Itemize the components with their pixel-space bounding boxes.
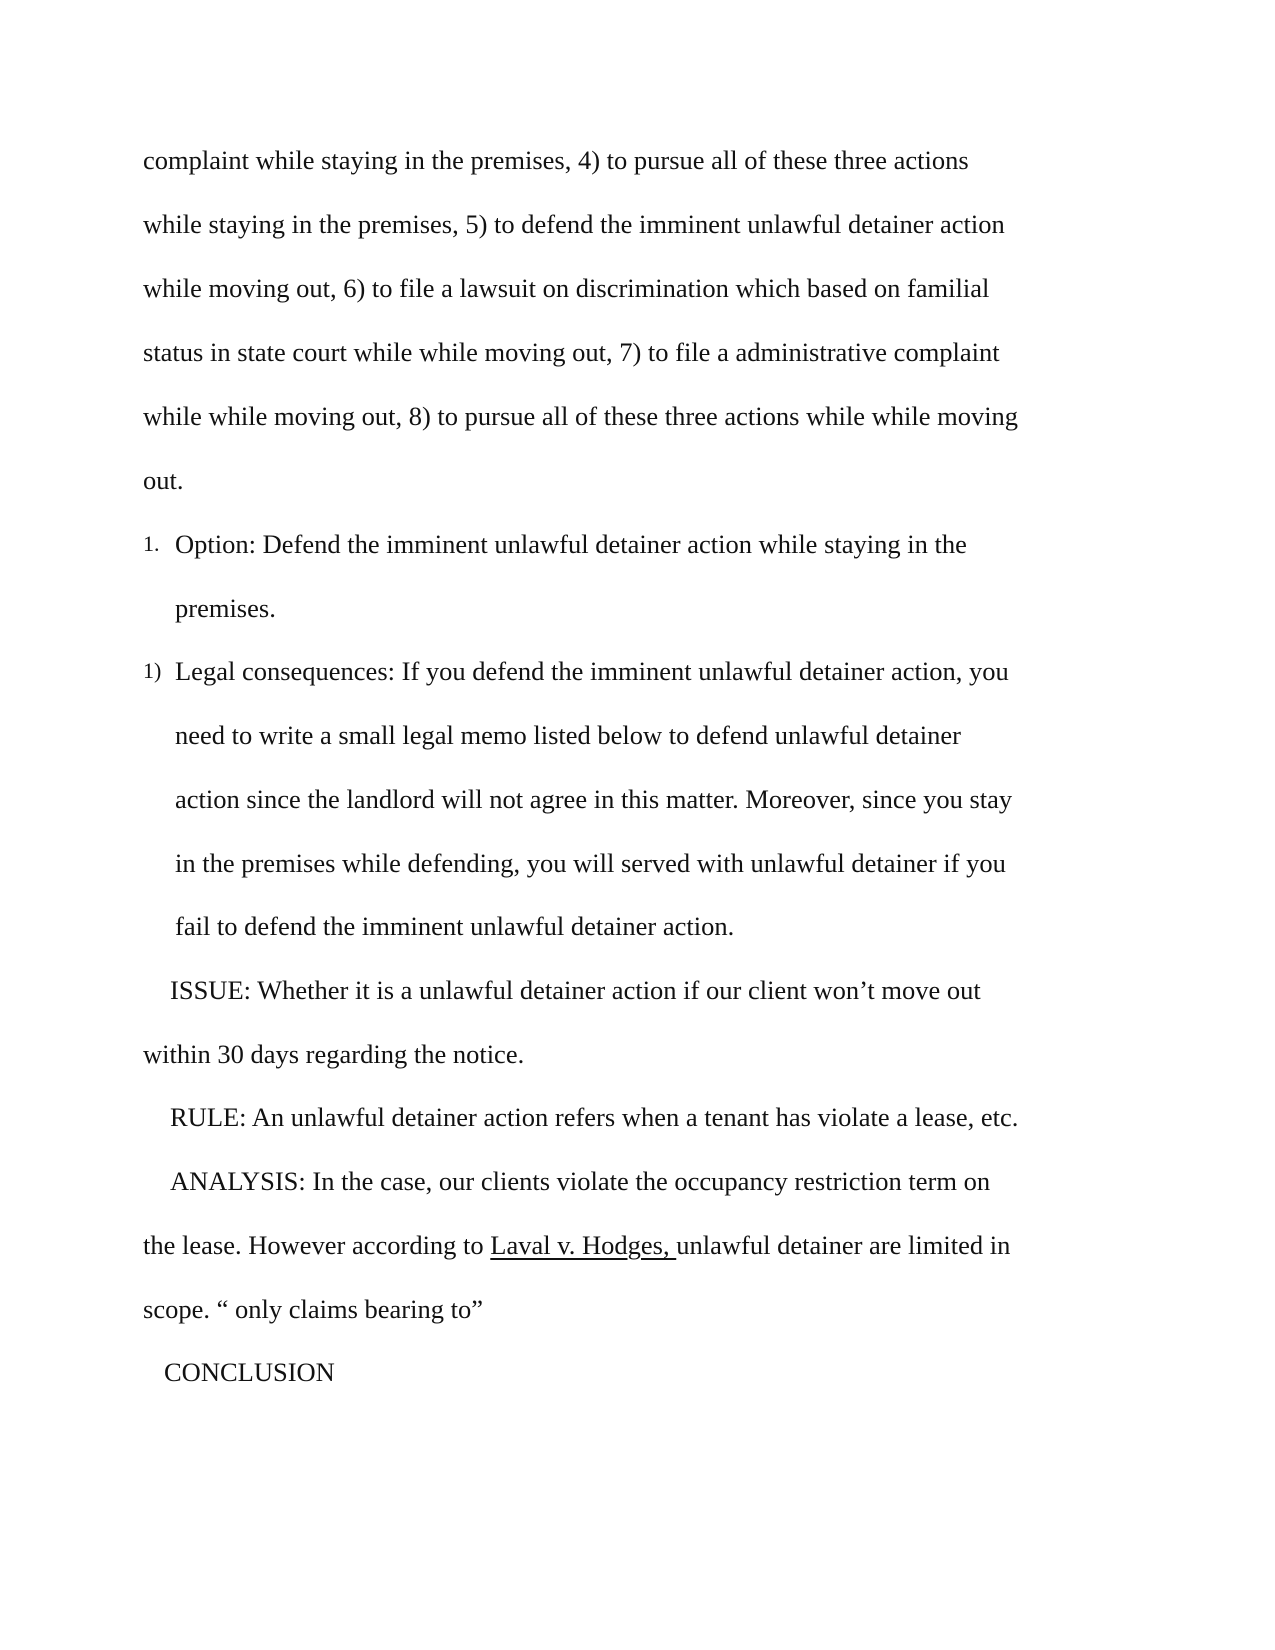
intro-line: status in state court while while moving out, 7) to file a administrative complaint — [143, 337, 1000, 367]
consequences-line: need to write a small legal memo listed below to defend unlawful detainer — [175, 720, 961, 750]
issue-line: within 30 days regarding the notice. — [143, 1039, 525, 1069]
option-line: Option: Defend the imminent unlawful detainer action while staying in the — [175, 529, 967, 559]
sublist-marker-1: 1) — [143, 658, 162, 683]
consequences-line: in the premises while defending, you will served with unlawful detainer if you — [175, 848, 1006, 878]
consequences-line: Legal consequences: If you defend the imminent unlawful detainer action, you — [175, 656, 1009, 686]
intro-line: complaint while staying in the premises, 4) to pursue all of these three actions — [143, 145, 969, 175]
consequences-line: fail to defend the imminent unlawful detainer action. — [175, 911, 735, 941]
analysis-text: unlawful detainer are limited in — [676, 1230, 1011, 1260]
intro-line: out. — [143, 465, 184, 495]
analysis-line: ANALYSIS: In the case, our clients violate the occupancy restriction term on — [170, 1166, 991, 1196]
case-citation: Laval v. Hodges, — [490, 1230, 677, 1260]
list-marker-1: 1. — [143, 531, 160, 556]
analysis-line: scope. “ only claims bearing to” — [143, 1294, 483, 1324]
intro-line: while while moving out, 8) to pursue all of these three actions while while moving — [143, 401, 1019, 431]
intro-line: while moving out, 6) to file a lawsuit on discrimination which based on familial — [143, 273, 990, 303]
issue-line: ISSUE: Whether it is a unlawful detainer action if our client won’t move out — [170, 975, 981, 1005]
intro-line: while staying in the premises, 5) to defend the imminent unlawful detainer action — [143, 209, 1005, 239]
rule-line: RULE: An unlawful detainer action refers when a tenant has violate a lease, etc. — [170, 1102, 1019, 1132]
consequences-line: action since the landlord will not agree in this matter. Moreover, since you stay — [175, 784, 1013, 814]
analysis-text: the lease. However according to — [143, 1230, 491, 1260]
analysis-line — [143, 1232, 1010, 1259]
conclusion-heading: CONCLUSION — [164, 1357, 335, 1387]
option-line: premises. — [175, 593, 276, 623]
